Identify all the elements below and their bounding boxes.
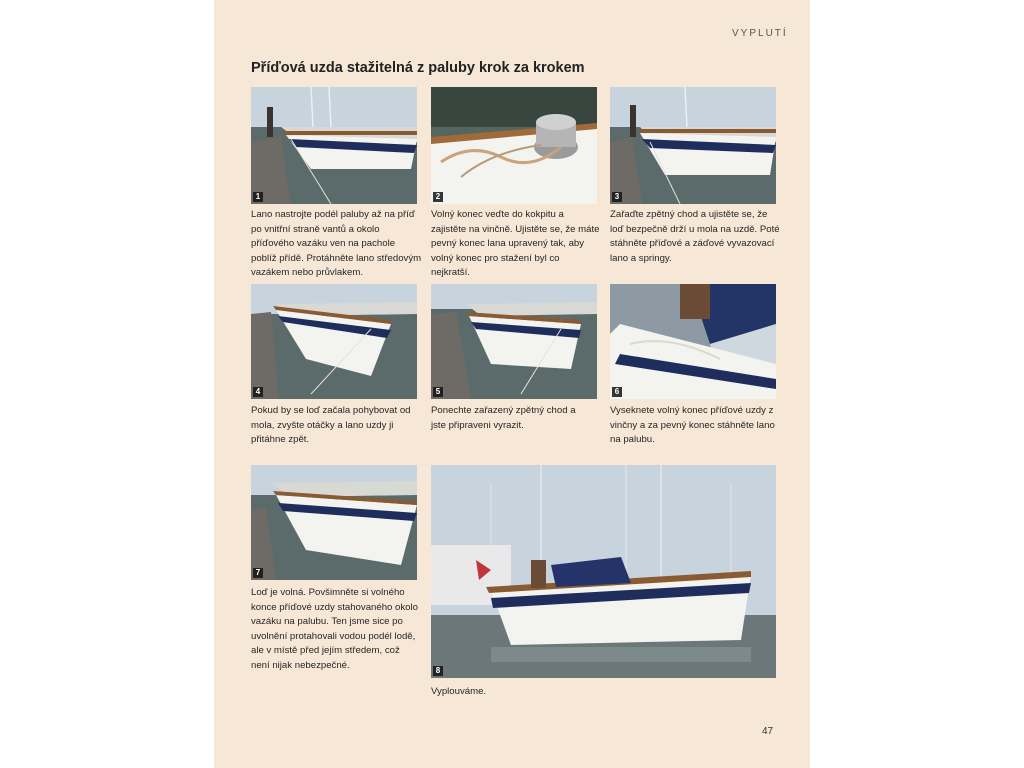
step-number: 1 bbox=[253, 192, 263, 202]
photo-step-1 bbox=[251, 87, 417, 204]
step-number: 4 bbox=[253, 387, 263, 397]
caption-step-5: Ponechte zařazený zpětný chod a jste připraveni vyrazit. bbox=[431, 405, 576, 431]
caption-step-7: Loď je volná. Povšimněte si volného konce příďové uzdy stahovaného okolo vazáku na palubu. Ten jsme sice po uvolnění protahovali vodou podél lodě, ale v místě před jejím středem, což není nijak nebezpečné. bbox=[251, 587, 418, 671]
photo-step-6 bbox=[610, 284, 776, 399]
caption-step-1: Lano nastrojte podél paluby až na příď po vnitřní straně vantů a okolo příďového vazáku ven na pachole poblíž přídě. Protáhněte lano středovým vazákem nebo průvlakem. bbox=[251, 209, 422, 278]
photo-step-5 bbox=[431, 284, 597, 399]
step-number: 8 bbox=[433, 666, 443, 676]
caption-step-6: Vyseknete volný konec příďové uzdy z vinčny a za pevný konec stáhněte lano na palubu. bbox=[610, 405, 775, 445]
running-head: VYPLUTÍ bbox=[732, 28, 788, 39]
step-number: 6 bbox=[612, 387, 622, 397]
photo-step-3 bbox=[610, 87, 776, 204]
caption-step-2: Volný konec veďte do kokpitu a zajistěte na vinčně. Ujistěte se, že máte pevný konec lana upravený tak, aby volný konec pro stažení byl co nejkratší. bbox=[431, 209, 600, 278]
step-number: 3 bbox=[612, 192, 622, 202]
page-number: 47 bbox=[762, 726, 774, 737]
step-number: 2 bbox=[433, 192, 443, 202]
photo-step-8 bbox=[431, 465, 776, 678]
caption-step-3: Zařaďte zpětný chod a ujistěte se, že loď bezpečně drží u mola na uzdě. Poté stáhněte příďové a záďové vyvazovací lano a springy. bbox=[610, 209, 780, 264]
page-title: Příďová uzda stažitelná z paluby krok za krokem bbox=[251, 60, 585, 76]
photo-step-7 bbox=[251, 465, 417, 580]
step-number: 7 bbox=[253, 568, 263, 578]
caption-step-8: Vyplouváme. bbox=[431, 686, 487, 697]
step-number: 5 bbox=[433, 387, 443, 397]
photo-step-2 bbox=[431, 87, 597, 204]
caption-step-4: Pokud by se loď začala pohybovat od mola, zvyšte otáčky a lano uzdy ji přitáhne zpět. bbox=[251, 405, 411, 445]
photo-step-4 bbox=[251, 284, 417, 399]
